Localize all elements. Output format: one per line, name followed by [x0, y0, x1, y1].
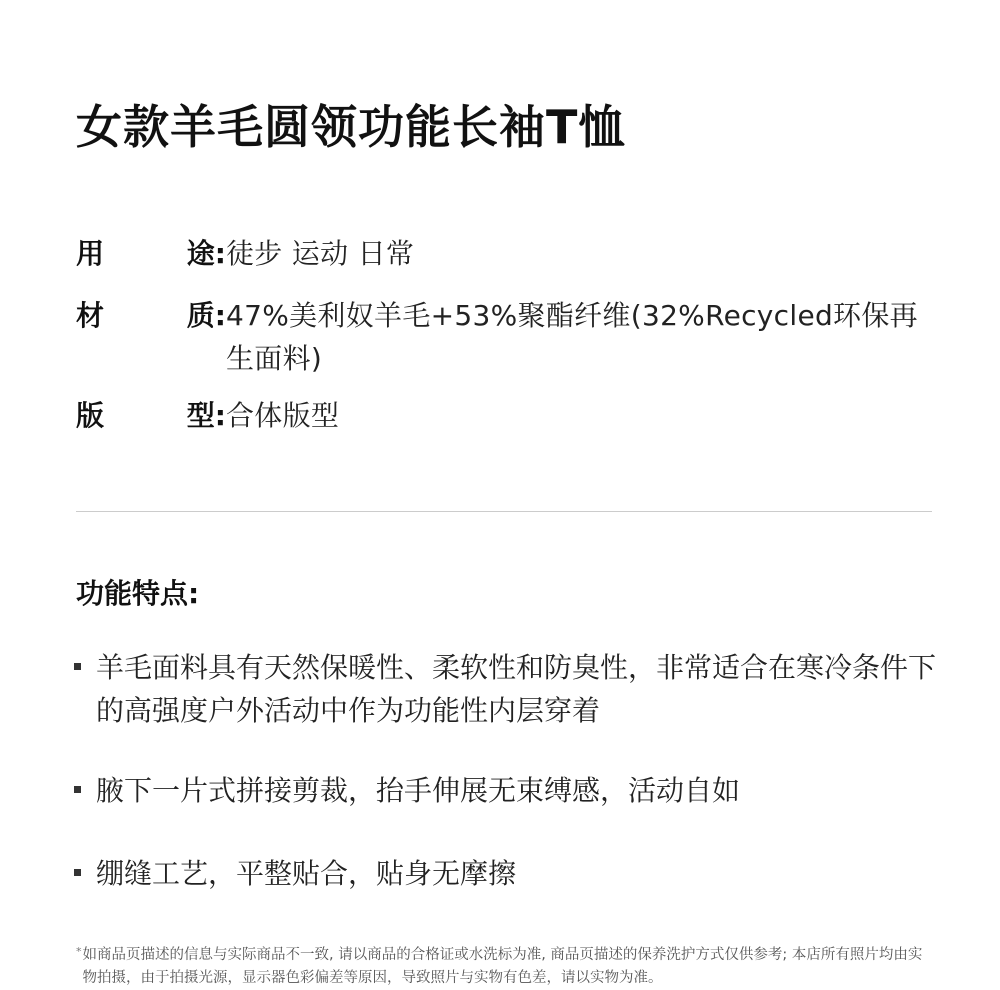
- spec-label-first-char: 材: [76, 299, 105, 332]
- spec-label: [76, 232, 226, 275]
- spec-row-fit: [76, 394, 936, 437]
- feature-text: 绷缝工艺，平整贴合，贴身无摩擦: [96, 857, 517, 890]
- product-title: 女款羊毛圆领功能长袖T恤: [76, 100, 626, 154]
- spec-label-first-char: 用: [76, 237, 105, 270]
- disclaimer-note: [76, 944, 936, 990]
- feature-text: 羊毛面料具有天然保暖性、柔软性和防臭性，非常适合在寒冷条件下的高强度户外活动中作为功能性内层穿着: [96, 651, 937, 727]
- square-bullet-icon: [74, 786, 81, 793]
- section-divider: [76, 511, 932, 512]
- spec-label-first-char: 版: [76, 399, 105, 432]
- spec-row-material: [76, 294, 936, 394]
- footnote-asterisk: *: [76, 945, 82, 958]
- feature-item: [74, 769, 944, 812]
- spec-label-second-char: 型:: [186, 399, 226, 432]
- spec-list: [76, 232, 936, 437]
- square-bullet-icon: [74, 663, 81, 670]
- feature-item: [74, 646, 944, 732]
- features-heading: 功能特点:: [76, 577, 200, 610]
- spec-value-usage: 徒步 运动 日常: [226, 237, 415, 270]
- spec-row-usage: [76, 232, 936, 294]
- spec-value-material: 47%美利奴羊毛+53%聚酯纤维(32%Recycled环保再生面料): [226, 299, 918, 375]
- spec-label-second-char: 质:: [186, 299, 226, 332]
- spec-value-fit: 合体版型: [226, 399, 340, 432]
- disclaimer-text: 如商品页描述的信息与实际商品不一致, 请以商品的合格证或水洗标为准, 商品页描述的保养洗护方式仅供参考; 本店所有照片均由实物拍摄，由于拍摄光源，显示器色彩偏差等原因，导致照片与实物有色差，请以实物为准。: [82, 947, 923, 986]
- square-bullet-icon: [74, 869, 81, 876]
- feature-item: [74, 852, 944, 895]
- spec-label: [76, 394, 226, 437]
- spec-label: [76, 294, 226, 337]
- feature-text: 腋下一片式拼接剪裁，抬手伸展无束缚感，活动自如: [96, 774, 741, 807]
- spec-label-second-char: 途:: [186, 237, 226, 270]
